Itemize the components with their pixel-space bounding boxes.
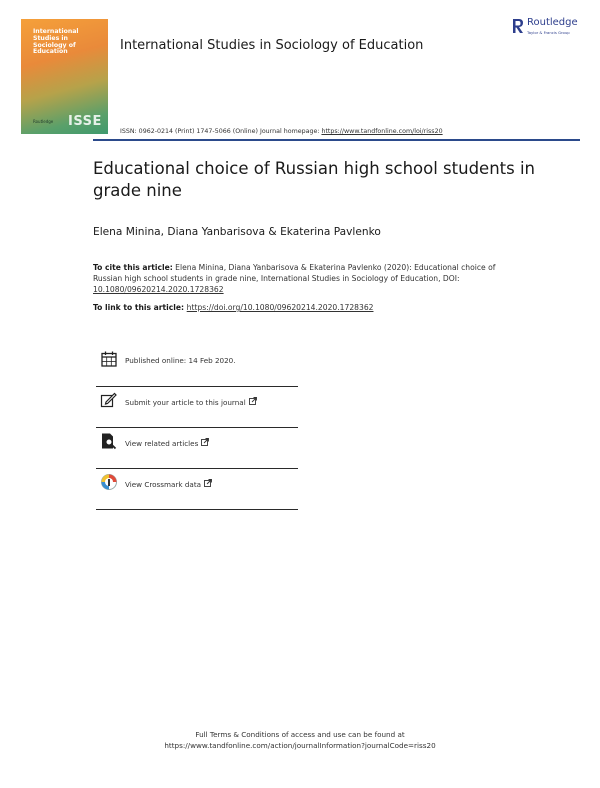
- related-articles-link[interactable]: View related articles: [125, 438, 209, 448]
- cite-text: Elena Minina, Diana Yanbarisova & Ekaterina Pavlenko (2020): Educational choice of Russian high school students in grade nine, International Studies in Sociology of Education, DOI:: [93, 263, 496, 283]
- search-document-icon: [100, 432, 118, 450]
- published-online-text: Published online: 14 Feb 2020.: [125, 356, 236, 365]
- link-label: To link to this article:: [93, 303, 187, 312]
- crossmark-row[interactable]: [96, 469, 298, 510]
- article-authors: Elena Minina, Diana Yanbarisova & Ekaterina Pavlenko: [93, 226, 381, 238]
- external-link-icon: [201, 438, 209, 446]
- article-doi-url-link[interactable]: https://doi.org/10.1080/09620214.2020.1728362: [186, 303, 374, 312]
- cover-publisher: Routledge: [33, 119, 54, 124]
- issn-line: [120, 128, 443, 135]
- crossmark-icon: [100, 473, 118, 491]
- footer-terms-link[interactable]: https://www.tandfonline.com/action/journalInformation?journalCode=riss20: [164, 741, 436, 750]
- header-rule: [93, 139, 580, 141]
- citation-block: [93, 262, 503, 295]
- external-link-icon: [204, 479, 212, 487]
- footer: [0, 729, 600, 751]
- journal-cover: [21, 19, 108, 134]
- published-online-row: [96, 346, 298, 387]
- cover-abbreviation: ISSE: [68, 114, 102, 129]
- issn-text: ISSN: 0962-0214 (Print) 1747-5066 (Online) Journal homepage:: [120, 128, 322, 135]
- submit-article-link[interactable]: Submit your article to this journal: [125, 397, 257, 407]
- journal-homepage-link[interactable]: https://www.tandfonline.com/loi/riss20: [321, 128, 443, 135]
- footer-terms-text: Full Terms & Conditions of access and use can be found at: [195, 730, 405, 739]
- crossmark-link[interactable]: View Crossmark data: [125, 479, 212, 489]
- publisher-tagline: Taylor & Francis Group: [527, 30, 570, 35]
- journal-title: International Studies in Sociology of Education: [120, 38, 424, 53]
- related-articles-row[interactable]: [96, 428, 298, 469]
- publisher-logo: [511, 16, 591, 38]
- article-link-row: [93, 303, 373, 312]
- pencil-icon: [100, 391, 118, 409]
- cite-label: To cite this article:: [93, 263, 173, 272]
- article-info-list: [96, 346, 298, 510]
- external-link-icon: [249, 397, 257, 405]
- publisher-name: Routledge: [527, 17, 578, 28]
- cover-title: International Studies in Sociology of Education: [33, 28, 79, 56]
- calendar-icon: [100, 350, 118, 368]
- submit-article-row[interactable]: [96, 387, 298, 428]
- doi-link[interactable]: 10.1080/09620214.2020.1728362: [93, 285, 224, 294]
- routledge-logo-icon: [511, 18, 524, 34]
- article-title: Educational choice of Russian high school students in grade nine: [93, 159, 536, 200]
